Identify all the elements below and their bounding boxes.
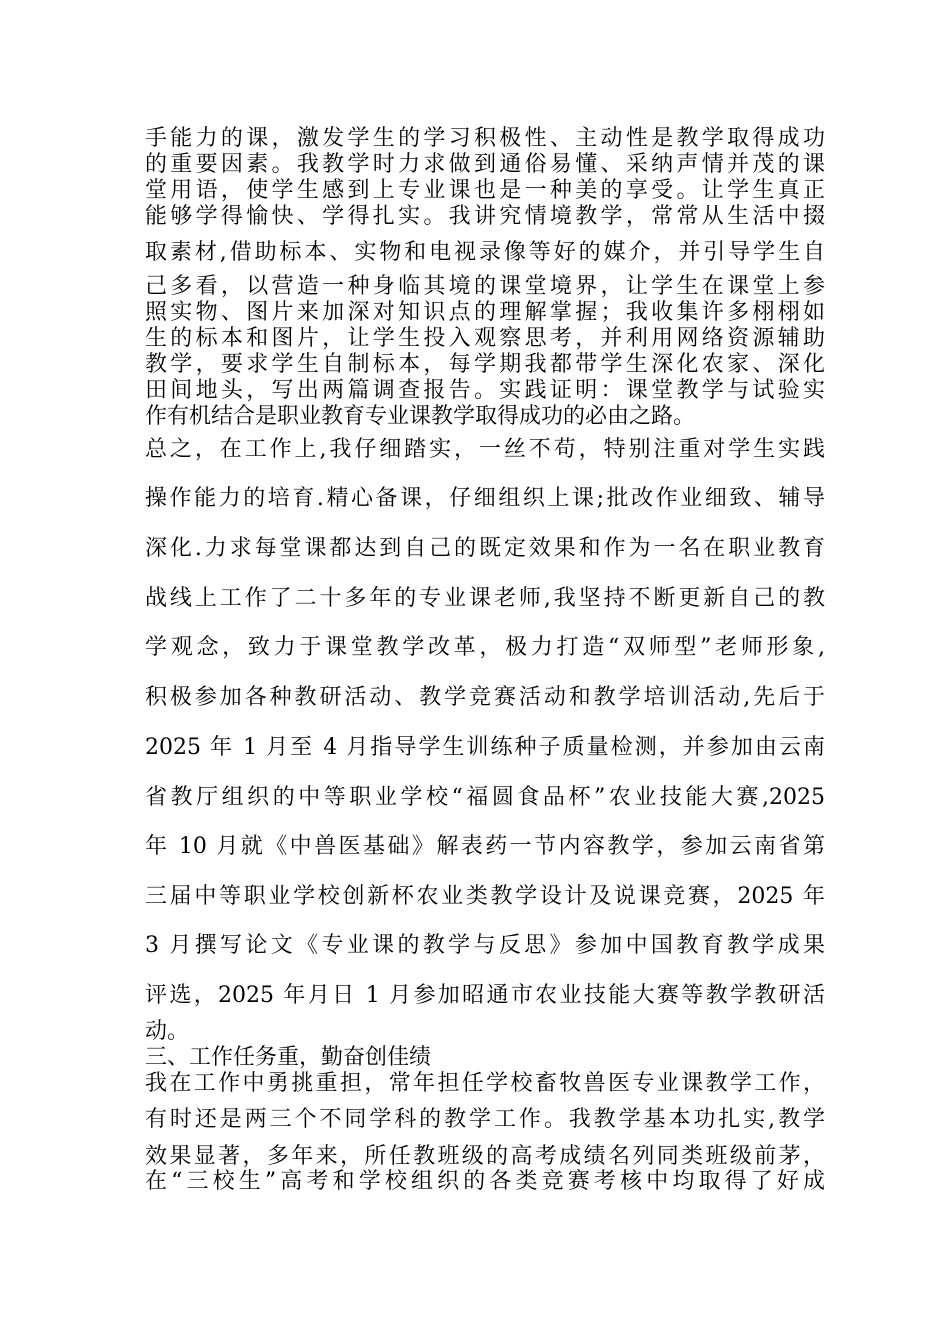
- paragraph-2-line: 评选，2025 年月日 1 月参加昭通市农业技能大赛等教学教研活: [145, 983, 825, 1008]
- paragraph-1-line: 取素材,借助标本、实物和电视录像等好的媒介，并引导学生自: [145, 240, 825, 265]
- paragraph-1-line: 田间地头，写出两篇调查报告。实践证明：课堂教学与试验实: [145, 378, 825, 403]
- paragraph-3-line: 效果显著，多年来，所任教班级的高考成绩名列同类班级前茅，: [145, 1144, 825, 1169]
- paragraph-2-line: 学观念，致力于课堂教学改革，极力打造“双师型”老师形象,: [145, 635, 825, 660]
- paragraph-1-line: 堂用语，使学生感到上专业课也是一种美的享受。让学生真正: [145, 178, 825, 203]
- paragraph-3-line: 我在工作中勇挑重担，常年担任学校畜牧兽医专业课教学工作，: [145, 1071, 825, 1096]
- paragraph-1-line: 照实物、图片来加深对知识点的理解掌握；我收集许多栩栩如: [145, 300, 825, 325]
- paragraph-1-line: 生的标本和图片，让学生投入观察思考，并利用网络资源辅助: [145, 326, 825, 351]
- paragraph-3-line: 有时还是两三个不同学科的教学工作。我教学基本功扎实,教学: [145, 1107, 825, 1132]
- paragraph-2-line: 深化.力求每堂课都达到自己的既定效果和作为一名在职业教育: [145, 536, 825, 561]
- paragraph-2-line: 积极参加各种教研活动、教学竞赛活动和教学培训活动,先后于: [145, 685, 825, 710]
- paragraph-2-line: 3 月撰写论文《专业课的教学与反思》参加中国教育教学成果: [145, 933, 825, 958]
- paragraph-2-line: 省教厅组织的中等职业学校“福圆食品杯”农业技能大赛,2025: [145, 785, 825, 810]
- paragraph-2-line: 2025 年 1 月至 4 月指导学生训练种子质量检测，并参加由云南: [145, 735, 825, 760]
- paragraph-1-line: 教学，要求学生自制标本，每学期我都带学生深化农家、深化: [145, 352, 825, 377]
- paragraph-2-line: 总之，在工作上,我仔细踏实，一丝不苟，特别注重对学生实践: [145, 437, 825, 462]
- section-heading: 三、工作任务重，勤奋创佳绩: [145, 1045, 432, 1070]
- paragraph-2-line: 战线上工作了二十多年的专业课老师,我坚持不断更新自己的教: [145, 586, 825, 611]
- paragraph-3-line: 在“三校生”高考和学校组织的各类竞赛考核中均取得了好成: [145, 1169, 825, 1194]
- paragraph-2-line: 年 10 月就《中兽医基础》解表药一节内容教学，参加云南省第: [145, 834, 825, 859]
- paragraph-2-line: 动。: [145, 1019, 190, 1044]
- paragraph-1-line: 手能力的课，激发学生的学习积极性、主动性是教学取得成功: [145, 126, 825, 151]
- paragraph-1-line: 能够学得愉快、学得扎实。我讲究情境教学，常常从生活中掇: [145, 204, 825, 229]
- paragraph-1-line: 作有机结合是职业教育专业课教学取得成功的必由之路。: [145, 404, 696, 429]
- paragraph-2-line: 三届中等职业学校创新杯农业类教学设计及说课竞赛，2025 年: [145, 884, 825, 909]
- paragraph-2-line: 操作能力的培育.精心备课，仔细组织上课;批改作业细致、辅导: [145, 486, 825, 511]
- paragraph-1-line: 的重要因素。我教学时力求做到通俗易懂、采纳声情并茂的课: [145, 152, 825, 177]
- paragraph-1-line: 己多看，以营造一种身临其境的课堂境界，让学生在课堂上参: [145, 274, 825, 299]
